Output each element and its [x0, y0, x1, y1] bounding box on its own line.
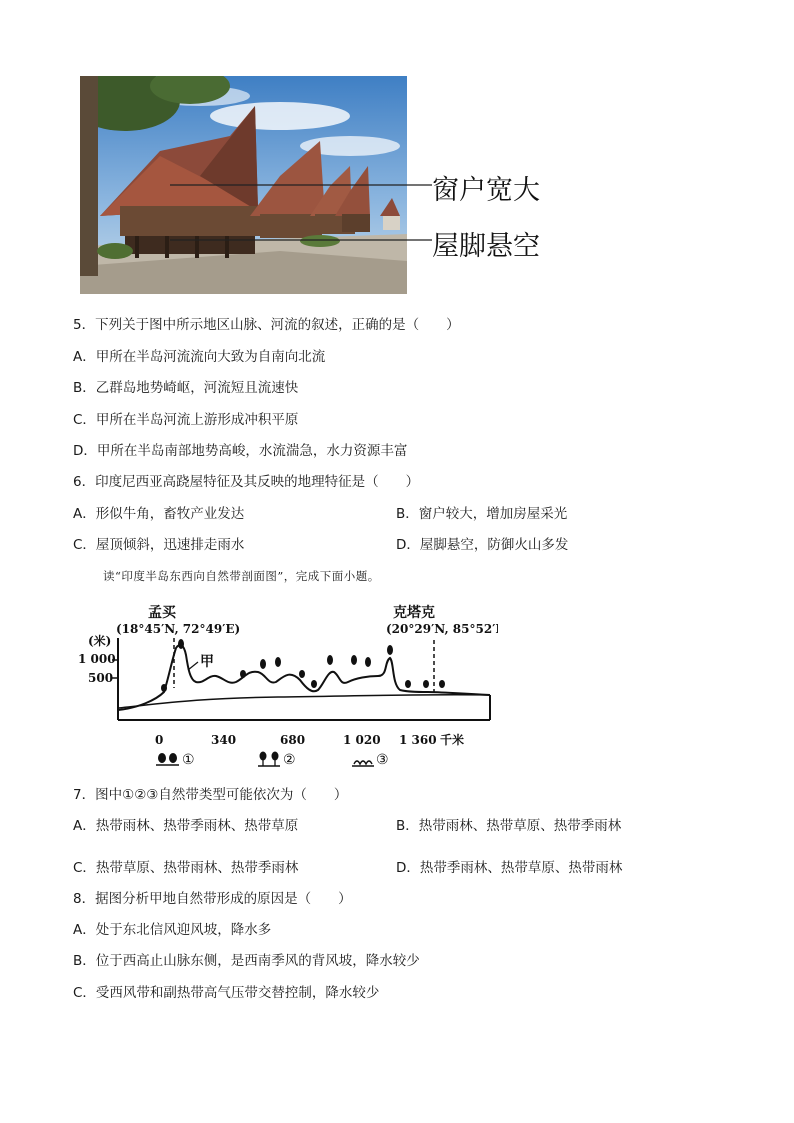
svg-text:③: ③	[376, 752, 389, 768]
callout-lines	[170, 175, 435, 250]
question-5-option-b[interactable]: B．乙群岛地势崎岖，河流短且流速快	[73, 380, 299, 396]
callout-stilt: 屋脚悬空	[432, 231, 540, 262]
question-5-option-a[interactable]: A．甲所在半岛河流流向大致为自南向北流	[73, 349, 326, 365]
question-6-option-a[interactable]: A．形似牛角，畜牧产业发达	[73, 506, 245, 522]
left-city-label: 孟买	[148, 605, 176, 621]
question-7-option-b[interactable]: B．热带雨林、热带草原、热带季雨林	[396, 818, 622, 834]
y-tick-1000: 1 000	[78, 652, 116, 666]
question-8-option-c[interactable]: C．受西风带和副热带高气压带交替控制，降水较少	[73, 985, 380, 1001]
question-5-option-d[interactable]: D．甲所在半岛南部地势高峻，水流湍急，水力资源丰富	[73, 443, 408, 459]
x-tick-1360: 1 360	[399, 733, 437, 747]
question-8-option-b[interactable]: B．位于西高止山脉东侧，是西南季风的背风坡，降水较少	[73, 953, 420, 969]
question-7-option-c[interactable]: C．热带草原、热带雨林、热带季雨林	[73, 860, 299, 876]
right-coord-label: (20°29′N, 85°52′E)	[386, 622, 498, 636]
question-5-stem: 5．下列关于图中所示地区山脉、河流的叙述，正确的是（ ）	[73, 317, 460, 333]
y-tick-500: 500	[88, 671, 114, 685]
question-6-stem: 6．印度尼西亚高跷屋特征及其反映的地理特征是（ ）	[73, 474, 420, 490]
question-5-option-c[interactable]: C．甲所在半岛河流上游形成冲积平原	[73, 412, 299, 428]
point-jia-label: 甲	[200, 654, 214, 670]
question-7-option-a[interactable]: A．热带雨林、热带季雨林、热带草原	[73, 818, 299, 834]
legend-2	[258, 752, 296, 769]
x-tick-0: 0	[155, 733, 164, 747]
callout-window: 窗户宽大	[432, 175, 540, 206]
x-tick-680: 680	[280, 733, 306, 747]
svg-text:①: ①	[182, 752, 195, 768]
legend-3	[352, 752, 389, 768]
profile-diagram	[78, 600, 498, 775]
legend-1	[156, 752, 195, 768]
question-6-option-d[interactable]: D．屋脚悬空，防御火山多发	[396, 537, 569, 553]
svg-text:②: ②	[283, 752, 296, 768]
x-tick-1020: 1 020	[343, 733, 381, 747]
question-7-option-d[interactable]: D．热带季雨林、热带草原、热带雨林	[396, 860, 623, 876]
right-city-label: 克塔克	[393, 605, 435, 621]
x-unit-label: 千米	[440, 733, 465, 747]
question-8-option-a[interactable]: A．处于东北信风迎风坡，降水多	[73, 922, 272, 938]
question-8-stem: 8．据图分析甲地自然带形成的原因是（ ）	[73, 891, 352, 907]
section-intro: 读“印度半岛东西向自然带剖面图”，完成下面小题。	[103, 569, 380, 583]
left-coord-label: (18°45′N, 72°49′E)	[116, 622, 241, 636]
x-tick-340: 340	[211, 733, 237, 747]
question-6-option-c[interactable]: C．屋顶倾斜，迅速排走雨水	[73, 537, 245, 553]
y-unit-label: (米)	[88, 634, 112, 648]
question-6-option-b[interactable]: B．窗户较大，增加房屋采光	[396, 506, 568, 522]
question-7-stem: 7．图中①②③自然带类型可能依次为（ ）	[73, 787, 348, 803]
